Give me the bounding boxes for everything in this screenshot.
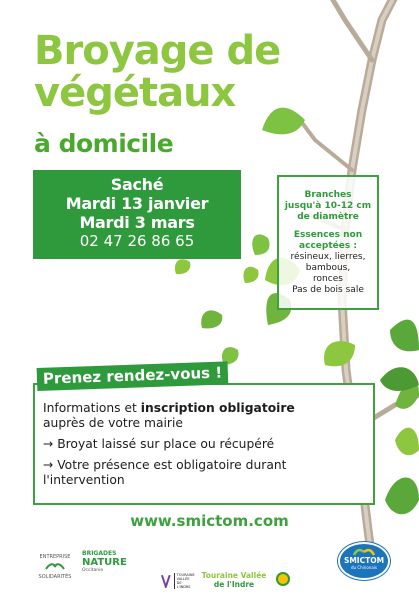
logo-tvi-block [160, 571, 196, 591]
presence-info [43, 458, 365, 488]
branches-line-3: de diamètre [297, 212, 359, 222]
logo-occitanie-text: Occitanie [82, 568, 104, 573]
registration-text-c: auprès de votre mairie [43, 416, 183, 430]
essences-list-3: ronces [313, 274, 343, 284]
registration-mandatory: inscription obligatoire [140, 401, 295, 415]
small-badge-icon [276, 572, 290, 586]
title-line-2: végétaux [34, 70, 236, 116]
date-second: Mardi 3 mars [79, 213, 195, 232]
tvi-mark-icon [160, 574, 172, 588]
branches-line-2: jusqu'à 10-12 cm [284, 201, 372, 211]
partner-logos [0, 548, 419, 588]
presence-text-b: l'intervention [43, 473, 125, 487]
website-link[interactable]: www.smictom.com [130, 512, 289, 530]
tvi-text-line-2: de l'Indre [213, 580, 255, 589]
tvi-line-1: TOURAINE [176, 573, 195, 577]
logo-solidarites-text: SOLIDARITÉS [38, 574, 72, 580]
registration-text-a: Informations et [43, 401, 141, 415]
tvi-line-2: VALLÉE [176, 577, 190, 581]
tvi-line-3: DE L'INDRE [176, 581, 191, 589]
appointment-tag: Prenez rendez-vous ! [37, 361, 229, 391]
handshake-icon [44, 561, 66, 573]
page-title [34, 30, 280, 114]
tvi-text-line-1: Touraine Vallée [201, 571, 267, 580]
town-name: Saché [110, 175, 164, 194]
phone-number: 02 47 26 86 65 [79, 232, 195, 250]
branches-line-1: Branches [304, 190, 352, 200]
dates-panel [33, 170, 241, 259]
smictom-name: SMICTOM [343, 556, 385, 565]
title-line-1: Broyage de [34, 28, 281, 74]
logo-entreprise-text: ENTREPRISE [39, 554, 71, 560]
logo-nature-text: NATURE [82, 557, 127, 568]
date-first: Mardi 13 janvier [65, 194, 209, 213]
smictom-sub: du Chinonais [351, 565, 377, 570]
mulch-info: → Broyat laissé sur place ou récupéré [43, 437, 275, 451]
no-dirty-wood: Pas de bois sale [292, 285, 364, 295]
essences-list-1: résineux, lierres, [290, 252, 366, 262]
presence-text-a: → Votre présence est obligatoire durant [43, 458, 287, 472]
accepted-info-box [277, 175, 379, 310]
essences-line-1: Essences non [293, 230, 363, 240]
logo-brigades-nature [82, 550, 134, 573]
essences-list-2: bambous, [305, 263, 351, 273]
logo-touraine-vallee-indre [198, 571, 270, 589]
logo-smictom [338, 542, 390, 580]
essences-line-2: acceptées : [299, 241, 357, 251]
appointment-box [33, 383, 375, 505]
logo-brigades-text: BRIGADES [82, 550, 117, 557]
logo-entreprise-solidarites [30, 554, 80, 580]
registration-info [43, 401, 365, 431]
page-subtitle: à domicile [34, 129, 174, 158]
